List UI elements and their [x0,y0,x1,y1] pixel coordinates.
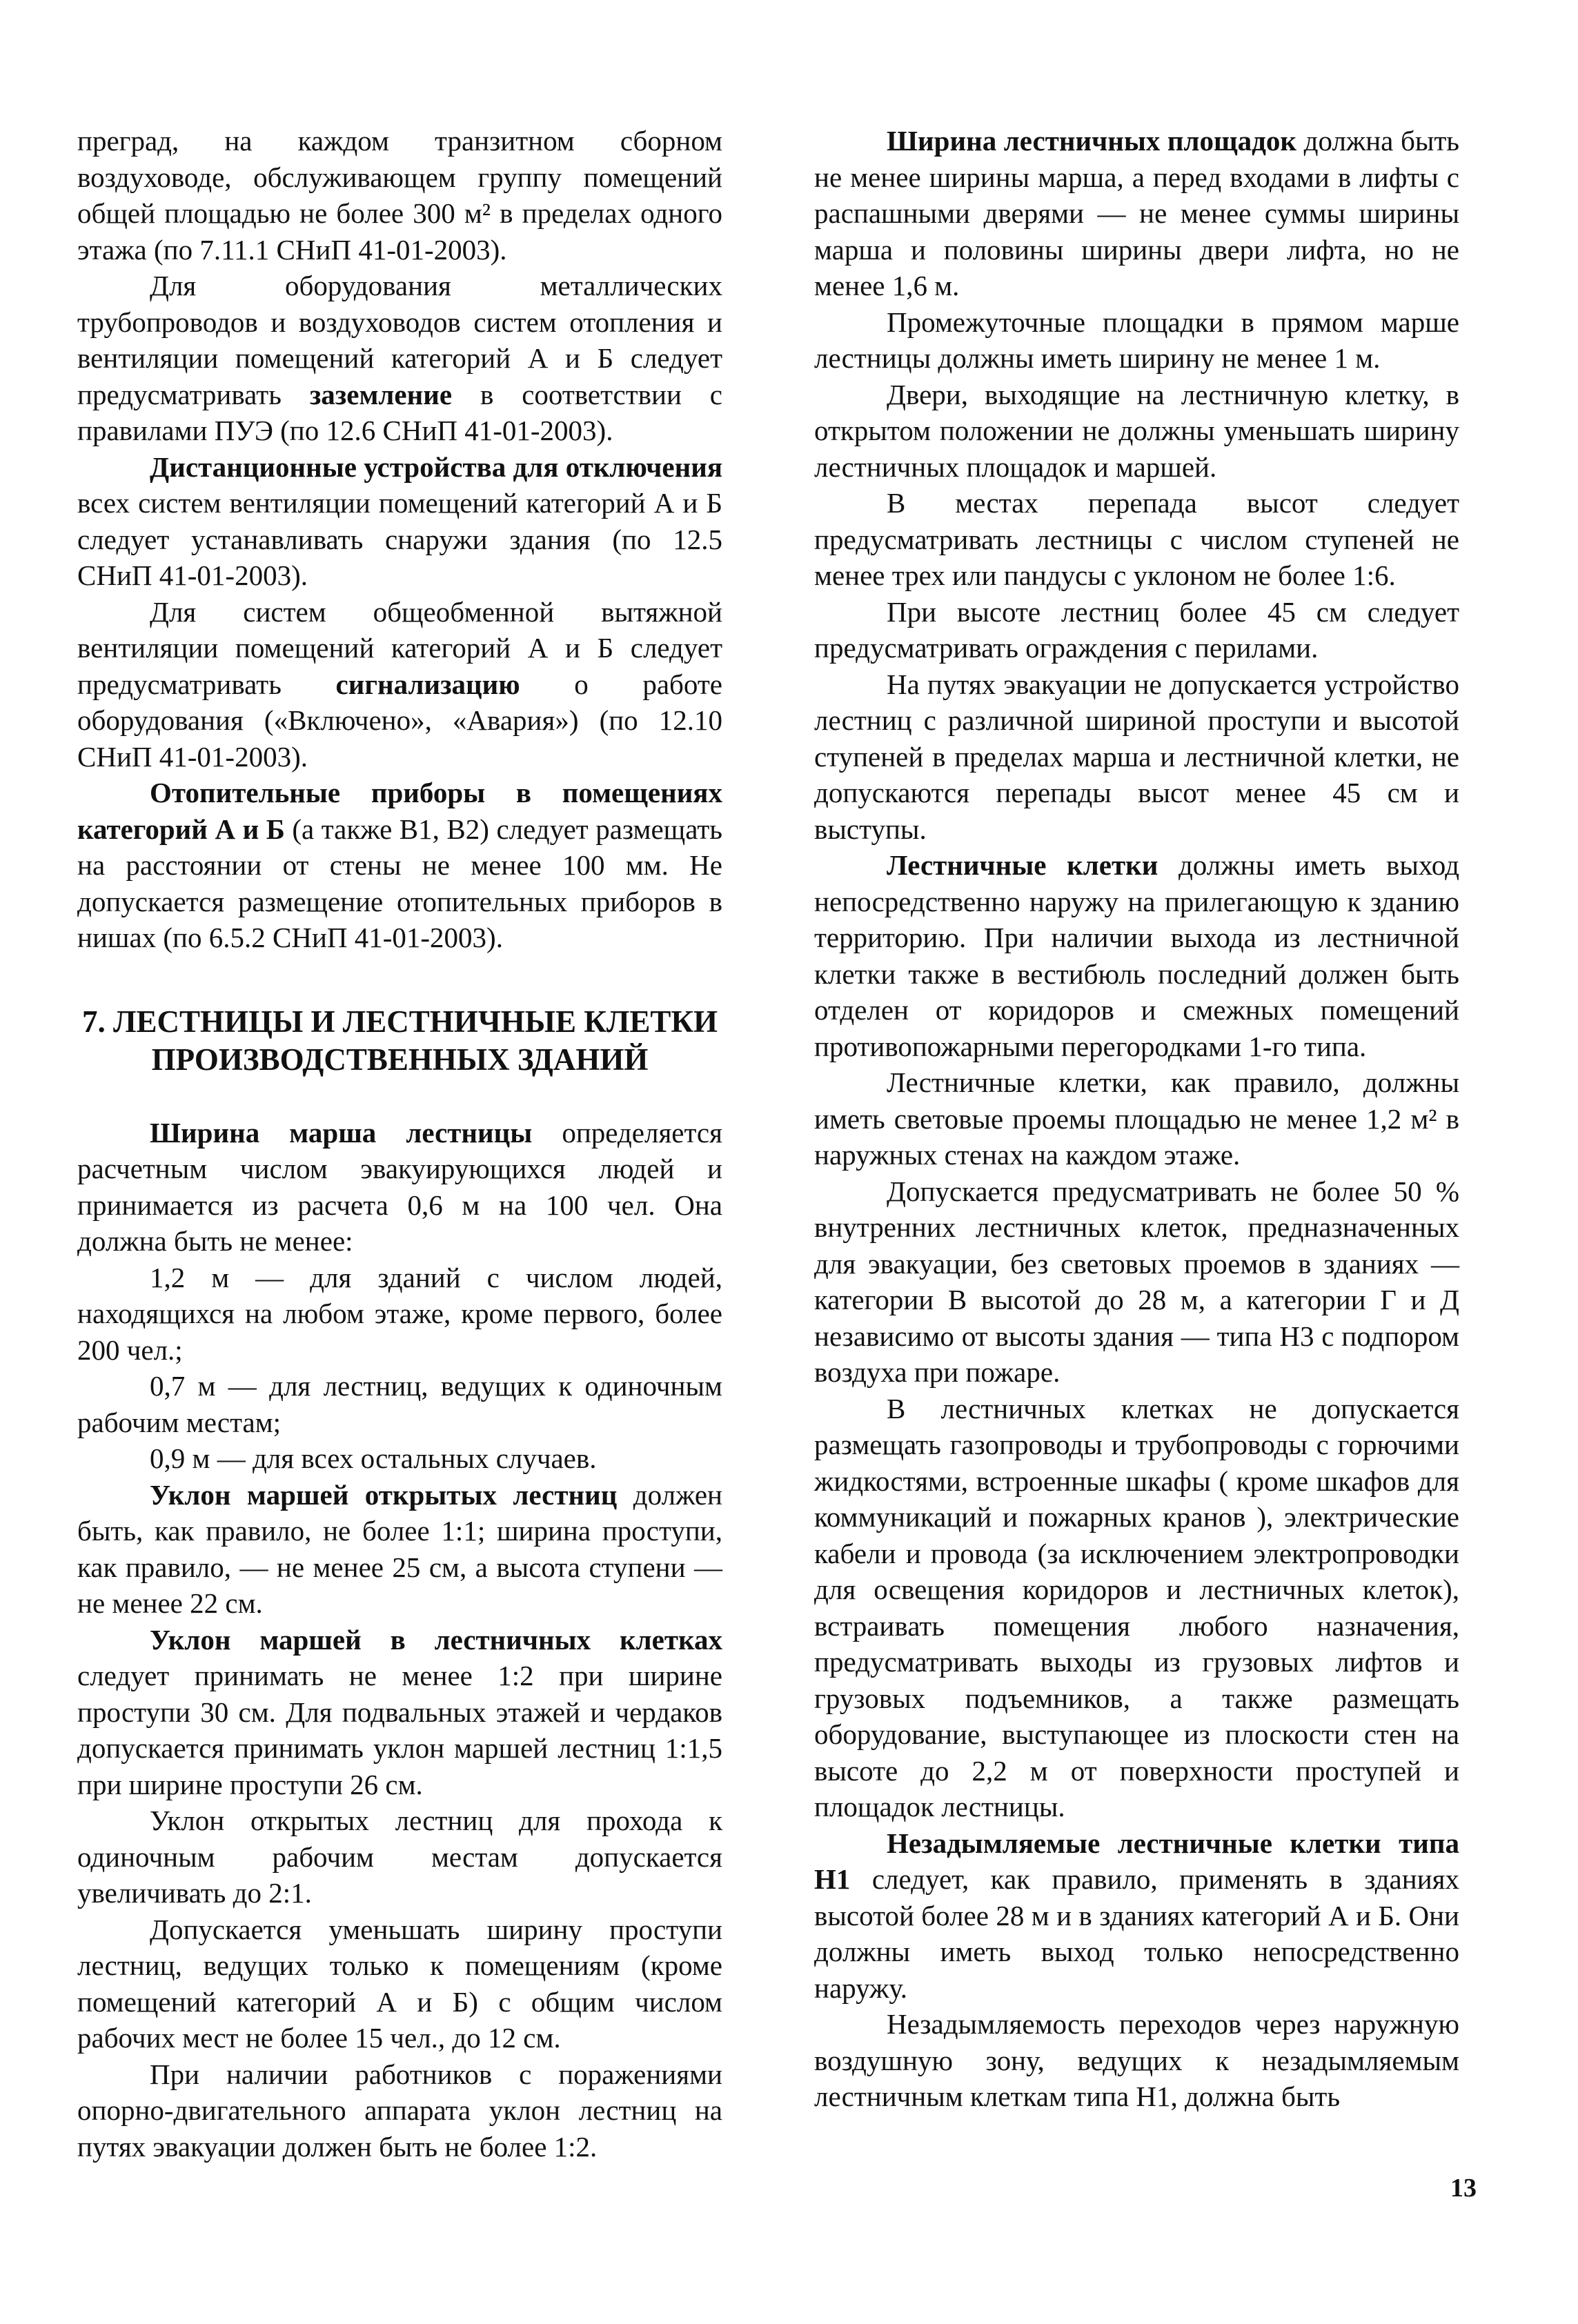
bold-term: Незадымляемые лестничные клетки типа Н1 [814,1827,1459,1895]
list-item: 0,9 м — для всех остальных случаев. [150,1442,597,1474]
list-item: 1,2 м — для зданий с числом людей, находящихся на любом этаже, кроме первого, более 200 чел.; [77,1261,722,1366]
paragraph: Лестничные клетки, как правило, должны иметь световые проемы площадью не менее 1,2 м² в наружных стенах на каждом этаже. [814,1066,1459,1171]
bold-term: Уклон маршей в лестничных клетках [150,1623,722,1656]
paragraph: При наличии работников с поражениями опорно-двигательного аппарата уклон лестниц на путях эвакуации должен быть не более 1:2. [77,2058,722,2163]
paragraph: Ширина марша лестницы определяется расчетным числом эвакуирующихся людей и принимается из расчета 0,6 м на 100 чел. Она должна быть не менее: [77,1116,722,1257]
bold-term: Уклон маршей открытых лестниц [150,1478,618,1511]
paragraph: В лестничных клетках не допускается размещать газопроводы и трубопроводы с горючими жидкостями, встроенные шкафы ( кроме шкафов для коммуникаций и пожарных кранов ), электрические кабели и провода (за исключением электропроводки для освещения коридоров и лестничных клеток), встраивать помещения любого назначения, предусматривать выходы из грузовых лифтов и грузовых подъемников, а также размещать оборудование, выступающее из плоскости стен на высоте до 2,2 м от поверхности проступей и площадок лестницы. [814,1392,1459,1823]
paragraph: преград, на каждом транзитном сборном воздуховоде, обслуживающем группу помещений общей площадью не более 300 м² в пределах одного этажа (по 7.11.1 СНиП 41-01-2003). [77,125,722,266]
paragraph: Для систем общеобменной вытяжной вентиляции помещений категорий А и Б следует предусматривать сигнализацию о работе оборудования («Включено», «Авария») (по 12.10 СНиП 41-01-2003). [77,595,722,773]
paragraph: Ширина лестничных площадок должна быть не менее ширины марша, а перед входами в лифты с распашными дверями — не менее суммы ширины марша и половины ширины двери лифта, но не менее 1,6 м. [814,125,1459,301]
bold-term: Отопительные приборы в помещениях категорий А и Б [77,777,722,845]
paragraph: Допускается предусматривать не более 50 % внутренних лестничных клеток, предназначенных для эвакуации, без световых проемов в зданиях — категории В высотой до 28 м, а категории Г и Д независимо от высоты здания — типа Н3 с подпором воздуха при пожаре. [814,1175,1459,1388]
paragraph: Допускается уменьшать ширину проступи лестниц, ведущих только к помещениям (кроме помещений категорий А и Б) с общим числом рабочих мест не более 15 чел., до 12 см. [77,1913,722,2054]
paragraph: При высоте лестниц более 45 см следует предусматривать ограждения с перилами. [814,595,1459,664]
paragraph: Для оборудования металлических трубопроводов и воздуховодов систем отопления и вентиляции помещений категорий А и Б следует предусматривать заземление в соответствии с правилами ПУЭ (по 12.6 СНиП 41-01-2003). [77,270,722,446]
paragraph: Уклон маршей в лестничных клетках следует принимать не менее 1:2 при ширине проступи 30 см. Для подвальных этажей и чердаков допускается принимать уклон маршей лестниц 1:1,5 при ширине проступи 26 см. [77,1623,722,1800]
paragraph: Уклон маршей открытых лестниц должен быть, как правило, не более 1:1; ширина проступи, как правило, — не менее 25 см, а высота ступени — не менее 22 см. [77,1478,722,1619]
paragraph: Незадымляемость переходов через наружную воздушную зону, ведущих к незадымляемым лестничным клеткам типа Н1, должна быть [814,2008,1459,2112]
list-item: 0,7 м — для лестниц, ведущих к одиночным рабочим местам; [77,1370,722,1438]
paragraph: В местах перепада высот следует предусматривать лестницы с числом ступеней не менее трех или пандусы с уклоном не более 1:6. [814,487,1459,591]
paragraph: Двери, выходящие на лестничную клетку, в открытом положении не должны уменьшать ширину лестничных площадок и маршей. [814,378,1459,483]
paragraph: Промежуточные площадки в прямом марше лестницы должны иметь ширину не менее 1 м. [814,306,1459,374]
bold-term: заземление [309,378,453,410]
bold-term: Лестничные клетки [887,849,1158,881]
bold-term: сигнализацию [335,668,520,700]
right-column [814,123,1459,2115]
paragraph: На путях эвакуации не допускается устройство лестниц с различной шириной проступи и высотой ступеней в пределах марша и лестничной клетки, не допускаются перепады высот менее 45 см и выступы. [814,668,1459,845]
paragraph: Дистанционные устройства для отключения всех систем вентиляции помещений категорий А и Б следует устанавливать снаружи здания (по 12.5 СНиП 41-01-2003). [77,450,722,591]
paragraph: Отопительные приборы в помещениях категорий А и Б (а также В1, В2) следует размещать на расстоянии от стены не менее 100 мм. Не допускается размещение отопительных приборов в нишах (по 6.5.2 СНиП 41-01-2003). [77,777,722,953]
section-heading: 7. ЛЕСТНИЦЫ И ЛЕСТНИЧНЫЕ КЛЕТКИ ПРОИЗВОДСТВЕННЫХ ЗДАНИЙ [81,1004,718,1077]
paragraph: Незадымляемые лестничные клетки типа Н1 следует, как правило, применять в зданиях высотой более 28 м и в зданиях категорий А и Б. Они должны иметь выход только непосредственно наружу. [814,1827,1459,2004]
left-column [77,123,722,2165]
bold-term: Ширина марша лестницы [150,1116,533,1149]
paragraph: Уклон открытых лестниц для прохода к одиночным рабочим местам допускается увеличивать до 2:1. [77,1805,722,1909]
bold-term: Ширина лестничных площадок [887,125,1297,157]
paragraph: Лестничные клетки должны иметь выход непосредственно наружу на прилегающую к зданию территорию. При наличии выхода из лестничной клетки также в вестибюль последний должен быть отделен от коридоров и смежных помещений противопожарными перегородками 1-го типа. [814,849,1459,1062]
page-number: 13 [1450,2174,1477,2203]
bold-term: Дистанционные устройства для отключения [150,450,722,483]
